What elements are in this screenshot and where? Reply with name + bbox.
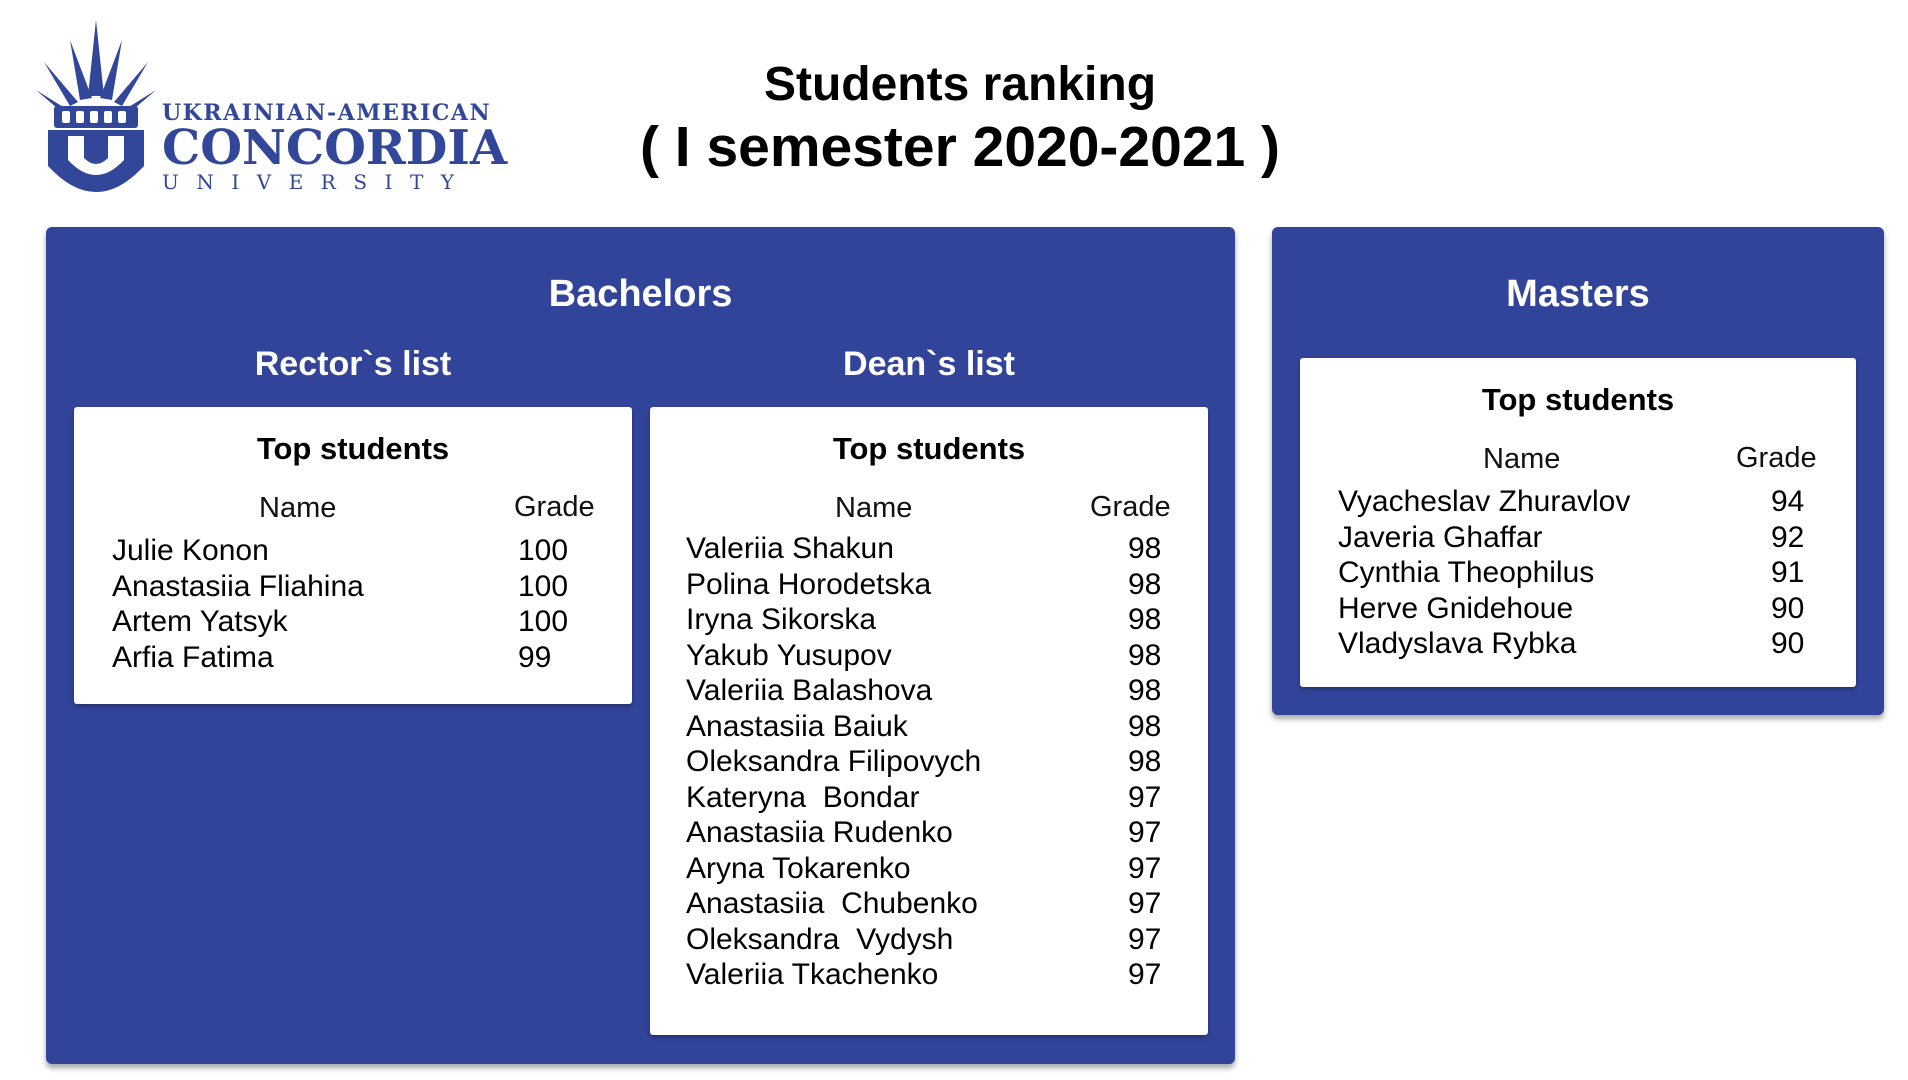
masters-students-list bbox=[1338, 484, 1838, 662]
rectors-list-heading: Rector`s list bbox=[254, 345, 452, 383]
student-grade: 94 bbox=[1771, 485, 1805, 518]
student-name: Vyacheslav Zhuravlov bbox=[1338, 485, 1631, 518]
student-grade: 98 bbox=[1128, 532, 1162, 565]
student-grade: 100 bbox=[518, 534, 569, 567]
student-name: Anastasiia Rudenko bbox=[686, 816, 953, 849]
column-header-name: Name bbox=[259, 492, 337, 524]
column-header-grade: Grade bbox=[514, 491, 595, 523]
student-name: Anastasiia Fliahina bbox=[112, 569, 364, 603]
logo-wordmark bbox=[162, 100, 508, 194]
student-grade: 98 bbox=[1128, 674, 1162, 707]
rectors-students-list bbox=[112, 533, 612, 675]
student-name: Valeriia Shakun bbox=[686, 532, 894, 565]
student-grade: 99 bbox=[518, 640, 552, 674]
student-grade: 98 bbox=[1128, 709, 1162, 743]
column-header-grade: Grade bbox=[1090, 491, 1171, 523]
table-row bbox=[1338, 520, 1838, 556]
table-row bbox=[686, 957, 1186, 993]
student-grade: 97 bbox=[1128, 780, 1162, 814]
table-row bbox=[686, 531, 1186, 567]
student-grade: 90 bbox=[1771, 627, 1805, 660]
student-grade: 98 bbox=[1128, 567, 1162, 601]
bachelors-heading: Bachelors bbox=[548, 273, 733, 315]
deans-list-card bbox=[650, 407, 1208, 1035]
student-name: Iryna Sikorska bbox=[686, 603, 877, 636]
table-row bbox=[1338, 484, 1838, 520]
student-name: Yakub Yusupov bbox=[686, 638, 892, 672]
student-name: Oleksandra Vydysh bbox=[686, 922, 954, 956]
student-name: Oleksandra Filipovych bbox=[686, 745, 982, 778]
student-grade: 100 bbox=[518, 605, 569, 638]
student-name: Kateryna Bondar bbox=[686, 780, 920, 814]
student-grade: 92 bbox=[1771, 520, 1805, 554]
student-grade: 90 bbox=[1771, 591, 1805, 625]
student-name: Herve Gnidehoue bbox=[1338, 591, 1574, 625]
student-name: Anastasiia Baiuk bbox=[686, 709, 908, 743]
student-grade: 100 bbox=[518, 569, 569, 603]
logo-bottom-line: UNIVERSITY bbox=[162, 170, 472, 194]
table-row bbox=[112, 569, 612, 605]
liberty-crown-emblem-icon bbox=[34, 18, 159, 198]
table-row bbox=[1338, 626, 1838, 662]
deans-students-list bbox=[686, 531, 1186, 993]
page-title bbox=[600, 55, 1320, 179]
student-name: Arfia Fatima bbox=[112, 640, 274, 674]
student-grade: 97 bbox=[1128, 816, 1162, 849]
column-header-name: Name bbox=[835, 492, 913, 524]
student-name: Julie Konon bbox=[112, 534, 269, 567]
masters-panel bbox=[1272, 227, 1884, 715]
student-name: Aryna Tokarenko bbox=[686, 851, 911, 885]
student-name: Polina Horodetska bbox=[686, 567, 932, 601]
table-row bbox=[1338, 555, 1838, 591]
card-title: Top students bbox=[1481, 382, 1675, 417]
title-line-1: Students ranking bbox=[763, 58, 1157, 111]
column-header-grade: Grade bbox=[1736, 442, 1817, 474]
student-name: Artem Yatsyk bbox=[112, 605, 288, 638]
table-row bbox=[112, 533, 612, 569]
card-title: Top students bbox=[832, 431, 1026, 466]
student-grade: 97 bbox=[1128, 958, 1162, 991]
university-logo bbox=[34, 18, 508, 198]
student-name: Vladyslava Rybka bbox=[1338, 627, 1577, 660]
table-row bbox=[1338, 591, 1838, 627]
student-grade: 98 bbox=[1128, 603, 1162, 636]
table-row bbox=[686, 851, 1186, 887]
column-header-name: Name bbox=[1483, 443, 1561, 475]
table-row bbox=[686, 638, 1186, 674]
student-grade: 97 bbox=[1128, 851, 1162, 885]
masters-card bbox=[1300, 358, 1856, 687]
table-row bbox=[686, 602, 1186, 638]
student-grade: 98 bbox=[1128, 745, 1162, 778]
bachelors-panel bbox=[46, 227, 1235, 1064]
title-line-2: ( I semester 2020-2021 ) bbox=[639, 115, 1281, 179]
rectors-list-card bbox=[74, 407, 632, 704]
student-grade: 97 bbox=[1128, 922, 1162, 956]
student-name: Valeriia Tkachenko bbox=[686, 958, 939, 991]
student-name: Anastasiia Chubenko bbox=[686, 887, 978, 920]
table-row bbox=[112, 640, 612, 676]
student-grade: 97 bbox=[1128, 887, 1162, 920]
student-name: Javeria Ghaffar bbox=[1338, 520, 1543, 554]
table-row bbox=[112, 604, 612, 640]
table-row bbox=[686, 922, 1186, 958]
student-name: Valeriia Balashova bbox=[686, 674, 933, 707]
logo-top-line: UKRAINIAN-AMERICAN bbox=[162, 100, 492, 126]
table-row bbox=[686, 744, 1186, 780]
table-row bbox=[686, 886, 1186, 922]
table-row bbox=[686, 780, 1186, 816]
table-row bbox=[686, 815, 1186, 851]
logo-main-line: CONCORDIA bbox=[162, 120, 508, 176]
table-row bbox=[686, 567, 1186, 603]
student-grade: 91 bbox=[1771, 556, 1805, 589]
masters-heading: Masters bbox=[1506, 273, 1650, 315]
table-row bbox=[686, 673, 1186, 709]
deans-list-heading: Dean`s list bbox=[843, 345, 1015, 383]
table-row bbox=[686, 709, 1186, 745]
student-grade: 98 bbox=[1128, 638, 1162, 672]
student-name: Cynthia Theophilus bbox=[1338, 556, 1595, 589]
card-title: Top students bbox=[256, 431, 450, 466]
